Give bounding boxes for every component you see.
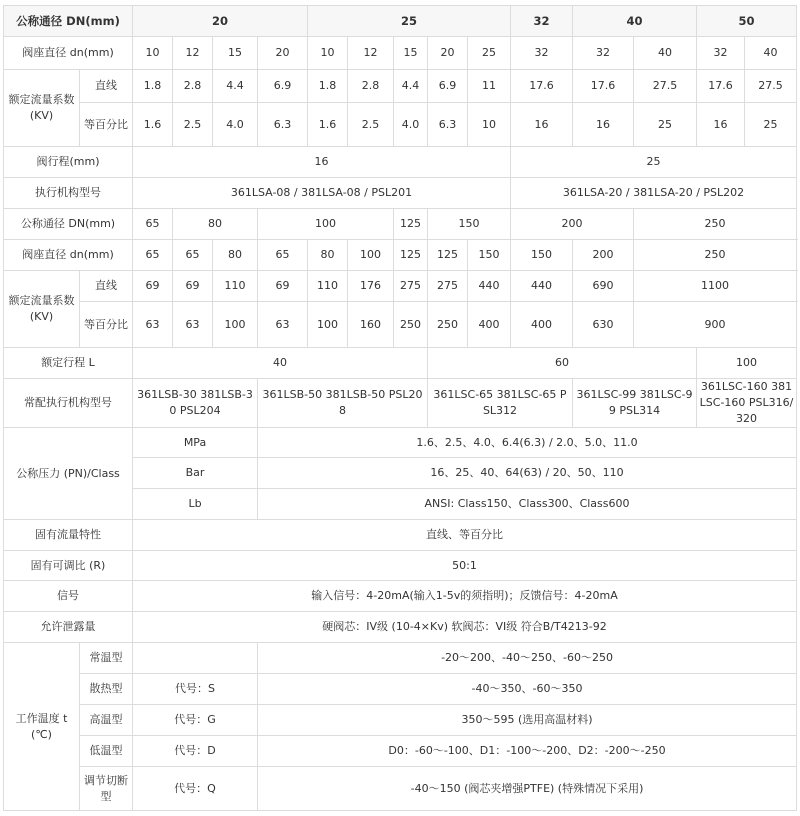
cell: 63	[258, 302, 308, 348]
cell: 200	[573, 240, 634, 271]
leakage-row	[4, 612, 797, 643]
cell: 361LSC-65 381LSC-65 PSL312	[428, 379, 573, 428]
pressure-unit: Lb	[133, 489, 258, 520]
cell: 40	[745, 37, 797, 70]
cell: 1.6	[308, 103, 348, 147]
s2-stroke-label: 额定行程 L	[4, 348, 133, 379]
leakage-label: 允许泄露量	[4, 612, 133, 643]
cell: 150	[428, 209, 511, 240]
s1-seat-row	[4, 37, 797, 70]
cell: 6.9	[428, 70, 468, 103]
cell: 65	[258, 240, 308, 271]
temp-code: 代号：D	[133, 736, 258, 767]
cell: 17.6	[697, 70, 745, 103]
s2-stroke-row	[4, 348, 797, 379]
cell: 69	[258, 271, 308, 302]
cell: 10	[133, 37, 173, 70]
cell: 6.9	[258, 70, 308, 103]
s1-stroke-label: 阀行程(mm)	[4, 147, 133, 178]
temp-label: 工作温度 t (℃)	[4, 643, 80, 811]
cell: 100	[697, 348, 797, 379]
temp-range: 350～595 (选用高温材料)	[258, 705, 797, 736]
pressure-label: 公称压力 (PN)/Class	[4, 428, 133, 520]
signal-label: 信号	[4, 581, 133, 612]
cell: 125	[428, 240, 468, 271]
s1-linear-row	[4, 70, 797, 103]
s2-linear-row	[4, 271, 797, 302]
cell: 250	[634, 240, 797, 271]
cell: 65	[133, 240, 173, 271]
cell: 27.5	[745, 70, 797, 103]
signal-row	[4, 581, 797, 612]
cell: 25	[468, 37, 511, 70]
temp-type: 常温型	[80, 643, 133, 674]
s2-pct-row	[4, 302, 797, 348]
temp-type: 散热型	[80, 674, 133, 705]
cell: 20	[258, 37, 308, 70]
cell: 361LSB-30 381LSB-30 PSL204	[133, 379, 258, 428]
cell: 176	[348, 271, 394, 302]
cell: 20	[428, 37, 468, 70]
cell: 400	[468, 302, 511, 348]
cell: 250	[428, 302, 468, 348]
cell: 25	[745, 103, 797, 147]
cell: 125	[394, 209, 428, 240]
dn-40: 40	[573, 6, 697, 37]
cell: 440	[468, 271, 511, 302]
cell: 40	[634, 37, 697, 70]
s1-dn-row	[4, 6, 797, 37]
cell: 17.6	[511, 70, 573, 103]
cell: 150	[511, 240, 573, 271]
temp-row	[4, 643, 797, 674]
s1-pct-row	[4, 103, 797, 147]
cell: 100	[213, 302, 258, 348]
s1-pct-label: 等百分比	[80, 103, 133, 147]
cell: 1100	[634, 271, 797, 302]
s1-seat-label: 阀座直径 dn(mm)	[4, 37, 133, 70]
s2-act-row	[4, 379, 797, 428]
cell: 16	[697, 103, 745, 147]
cell: 80	[213, 240, 258, 271]
cell: 11	[468, 70, 511, 103]
cell: 1.8	[133, 70, 173, 103]
rangeability-label: 固有可调比 (R)	[4, 551, 133, 581]
temp-range: -40～150 (阀芯夹增强PTFE) (特殊情况下采用)	[258, 767, 797, 811]
cell: 4.0	[394, 103, 428, 147]
cell: 80	[308, 240, 348, 271]
cell: 200	[511, 209, 634, 240]
cell: 12	[173, 37, 213, 70]
signal-value: 输入信号：4-20mA(输入1-5v的须指明)；反馈信号：4-20mA	[133, 581, 797, 612]
cell: 361LSC-99 381LSC-99 PSL314	[573, 379, 697, 428]
cell: 440	[511, 271, 573, 302]
pressure-row-mpa	[4, 428, 797, 458]
rangeability-row	[4, 551, 797, 581]
cell: 63	[133, 302, 173, 348]
s2-pct-label: 等百分比	[80, 302, 133, 348]
pressure-value: 1.6、2.5、4.0、6.4(6.3) / 2.0、5.0、11.0	[258, 428, 797, 458]
cell: 110	[213, 271, 258, 302]
temp-range: D0：-60～-100、D1：-100～-200、D2：-200～-250	[258, 736, 797, 767]
temp-row	[4, 705, 797, 736]
temp-code: 代号：S	[133, 674, 258, 705]
cell: 361LSB-50 381LSB-50 PSL208	[258, 379, 428, 428]
s2-kv-label: 额定流量系数(KV)	[4, 271, 80, 348]
cell: 16	[511, 103, 573, 147]
s1-act-label: 执行机构型号	[4, 178, 133, 209]
temp-code: 代号：Q	[133, 767, 258, 811]
cell: 100	[258, 209, 394, 240]
cell: 10	[468, 103, 511, 147]
cell: 4.4	[213, 70, 258, 103]
cell: 15	[213, 37, 258, 70]
s1-stroke-row	[4, 147, 797, 178]
cell: 100	[348, 240, 394, 271]
cell: 63	[173, 302, 213, 348]
characteristic-value: 直线、等百分比	[133, 520, 797, 551]
cell: 32	[573, 37, 634, 70]
cell: 25	[634, 103, 697, 147]
cell: 16	[573, 103, 634, 147]
temp-range: -40～350、-60～350	[258, 674, 797, 705]
cell: 17.6	[573, 70, 634, 103]
cell: 2.5	[348, 103, 394, 147]
cell: 4.4	[394, 70, 428, 103]
pressure-value: 16、25、40、64(63) / 20、50、110	[258, 458, 797, 489]
s2-dn-row	[4, 209, 797, 240]
cell: 32	[511, 37, 573, 70]
temp-row	[4, 674, 797, 705]
leakage-value: 硬阀芯：IV级 (10-4×Kv) 软阀芯：VI级 符合B/T4213-92	[133, 612, 797, 643]
cell: 690	[573, 271, 634, 302]
cell: 2.8	[348, 70, 394, 103]
cell: 150	[468, 240, 511, 271]
cell: 275	[394, 271, 428, 302]
temp-row	[4, 736, 797, 767]
cell: 900	[634, 302, 797, 348]
cell: 40	[133, 348, 428, 379]
cell: 2.5	[173, 103, 213, 147]
cell: 160	[348, 302, 394, 348]
cell: 69	[173, 271, 213, 302]
cell: 361LSC-160 381LSC-160 PSL316/320	[697, 379, 797, 428]
cell: 275	[428, 271, 468, 302]
cell: 630	[573, 302, 634, 348]
temp-type: 调节切断型	[80, 767, 133, 811]
pressure-unit: MPa	[133, 428, 258, 458]
rangeability-value: 50:1	[133, 551, 797, 581]
cell: 4.0	[213, 103, 258, 147]
cell: 2.8	[173, 70, 213, 103]
cell: 10	[308, 37, 348, 70]
cell: 65	[173, 240, 213, 271]
dn-50: 50	[697, 6, 797, 37]
cell: 6.3	[258, 103, 308, 147]
s2-seat-label: 阀座直径 dn(mm)	[4, 240, 133, 271]
cell: 361LSA-20 / 381LSA-20 / PSL202	[511, 178, 797, 209]
temp-type: 高温型	[80, 705, 133, 736]
characteristic-row	[4, 520, 797, 551]
cell: 25	[511, 147, 797, 178]
cell: 27.5	[634, 70, 697, 103]
dn-20: 20	[133, 6, 308, 37]
cell: 15	[394, 37, 428, 70]
temp-type: 低温型	[80, 736, 133, 767]
s1-act-row	[4, 178, 797, 209]
s2-seat-row	[4, 240, 797, 271]
cell: 250	[394, 302, 428, 348]
temp-code	[133, 643, 258, 674]
cell: 400	[511, 302, 573, 348]
cell: 65	[133, 209, 173, 240]
cell: 100	[308, 302, 348, 348]
s1-dn-label: 公称通径 DN(mm)	[4, 6, 133, 37]
cell: 12	[348, 37, 394, 70]
cell: 1.8	[308, 70, 348, 103]
pressure-value: ANSI: Class150、Class300、Class600	[258, 489, 797, 520]
pressure-unit: Bar	[133, 458, 258, 489]
s1-linear-label: 直线	[80, 70, 133, 103]
cell: 60	[428, 348, 697, 379]
temp-range: -20～200、-40～250、-60～250	[258, 643, 797, 674]
cell: 16	[133, 147, 511, 178]
s2-linear-label: 直线	[80, 271, 133, 302]
s2-act-label: 常配执行机构型号	[4, 379, 133, 428]
s2-dn-label: 公称通径 DN(mm)	[4, 209, 133, 240]
temp-code: 代号：G	[133, 705, 258, 736]
dn-32: 32	[511, 6, 573, 37]
cell: 110	[308, 271, 348, 302]
cell: 1.6	[133, 103, 173, 147]
temp-row	[4, 767, 797, 811]
cell: 250	[634, 209, 797, 240]
cell: 125	[394, 240, 428, 271]
cell: 80	[173, 209, 258, 240]
valve-spec-table	[3, 5, 797, 811]
dn-25: 25	[308, 6, 511, 37]
cell: 6.3	[428, 103, 468, 147]
cell: 361LSA-08 / 381LSA-08 / PSL201	[133, 178, 511, 209]
cell: 32	[697, 37, 745, 70]
s1-kv-label: 额定流量系数(KV)	[4, 70, 80, 147]
characteristic-label: 固有流量特性	[4, 520, 133, 551]
cell: 69	[133, 271, 173, 302]
